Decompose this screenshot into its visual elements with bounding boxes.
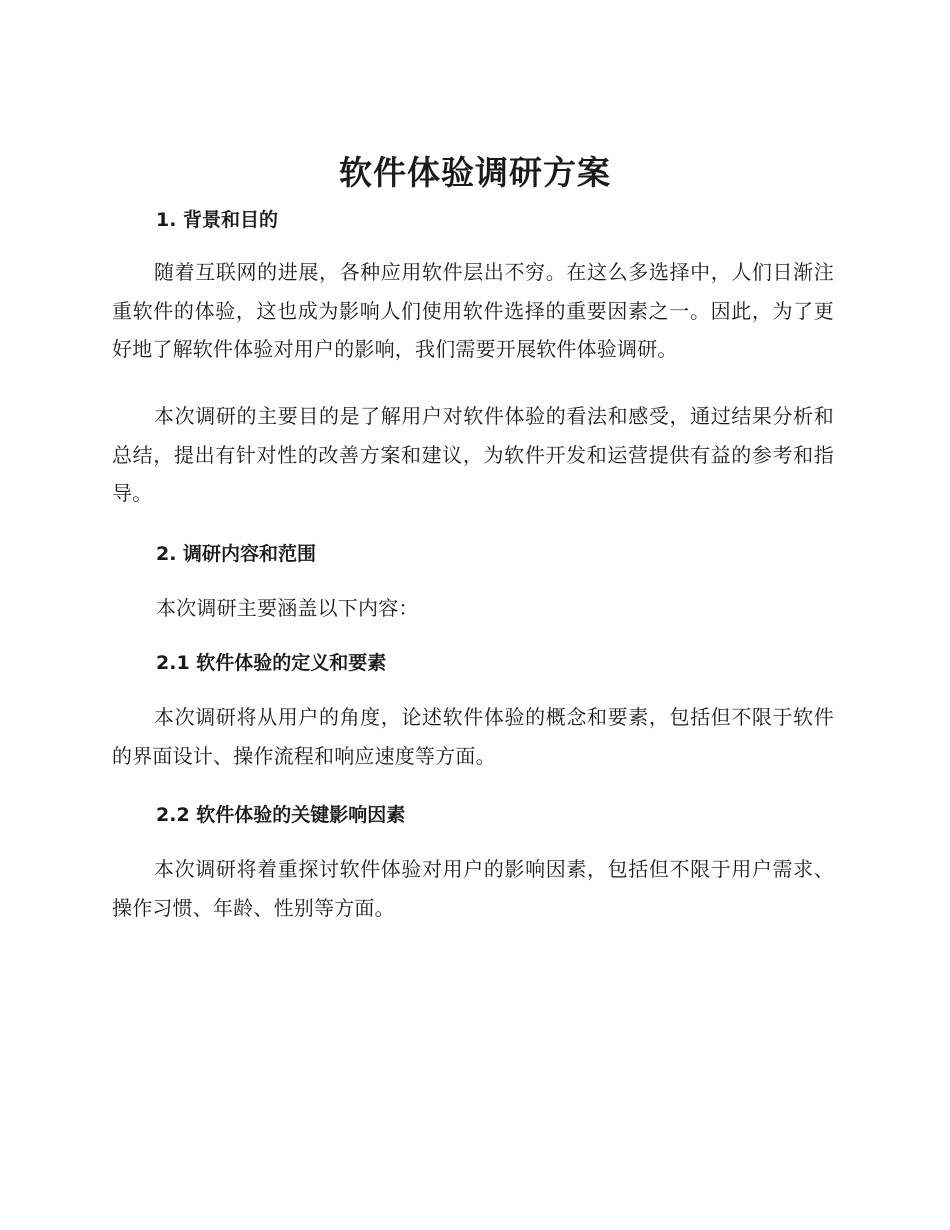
document-title: 软件体验调研方案	[339, 153, 611, 192]
section-heading-definition: 2.1 软件体验的定义和要素	[156, 652, 387, 674]
paragraph-background: 随着互联网的进展，各种应用软件层出不穷。在这么多选择中，人们日渐注重软件的体验，这也成为影响人们使用软件选择的重要因素之一。因此，为了更好地了解软件体验对用户的影响，我们需要开展软件体验调研。	[112, 260, 834, 361]
section-heading-factors: 2.2 软件体验的关键影响因素	[156, 804, 406, 826]
section-heading-scope: 2. 调研内容和范围	[156, 543, 317, 565]
paragraph-scope-intro: 本次调研主要涵盖以下内容：	[156, 596, 419, 620]
paragraph-definition: 本次调研将从用户的角度，论述软件体验的概念和要素，包括但不限于软件的界面设计、操作流程和响应速度等方面。	[112, 705, 834, 768]
section-heading-background: 1. 背景和目的	[156, 209, 279, 231]
paragraph-factors: 本次调研将着重探讨软件体验对用户的影响因素，包括但不限于用户需求、操作习惯、年龄、性别等方面。	[112, 857, 834, 920]
paragraph-purpose: 本次调研的主要目的是了解用户对软件体验的看法和感受，通过结果分析和总结，提出有针对性的改善方案和建议，为软件开发和运营提供有益的参考和指导。	[112, 404, 834, 505]
